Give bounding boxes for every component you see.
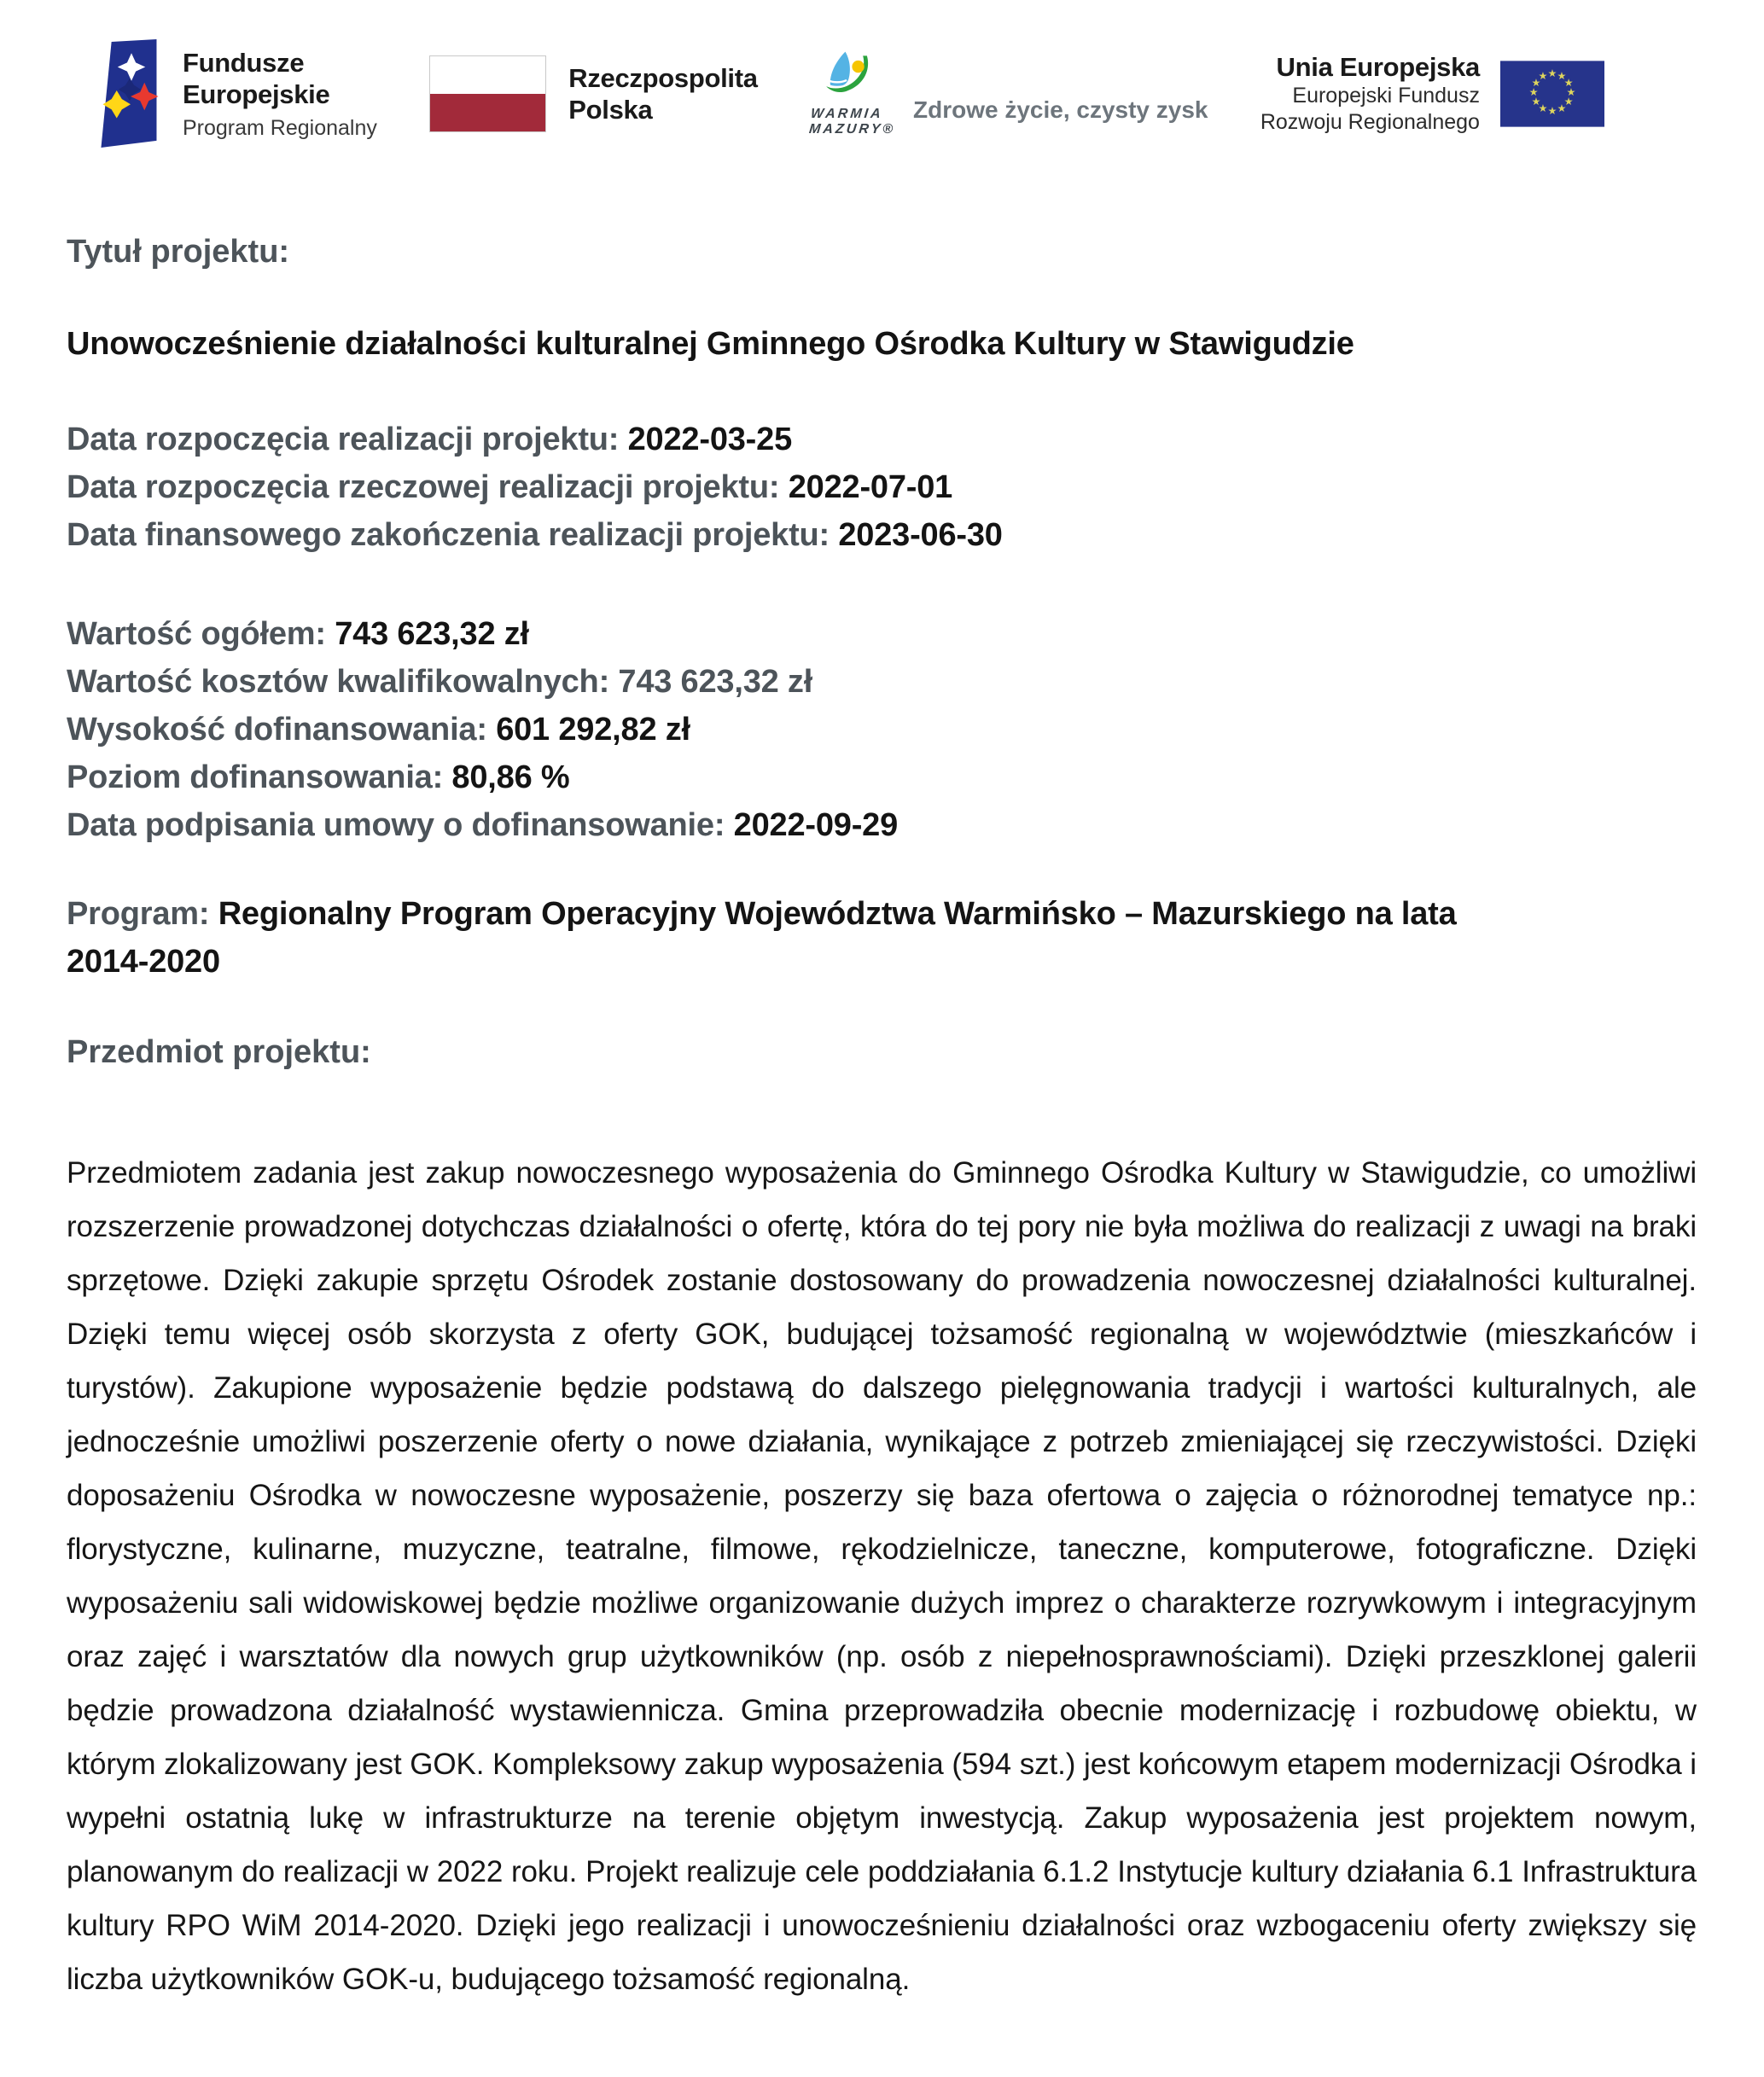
fundusze-title-line2: Europejskie (183, 79, 330, 109)
fundusze-subtitle: Program Regionalny (183, 115, 377, 140)
svg-text:★: ★ (1557, 102, 1567, 114)
date-label: Data rozpoczęcia realizacji projektu: (67, 422, 620, 457)
svg-text:★: ★ (1566, 85, 1576, 98)
rzeczpospolita-line1: Rzeczpospolita (568, 62, 758, 93)
finance-row-total-value (67, 610, 1697, 658)
finance-row-funding-level (67, 753, 1697, 801)
fundusze-text (183, 47, 377, 141)
fundusze-title (183, 47, 377, 110)
finance-value: 2022-09-29 (733, 807, 899, 843)
program-value: Regionalny Program Operacyjny Województwa Warmińsko – Mazurskiego na lata 2014-2020 (67, 896, 1457, 980)
rzeczpospolita-title (568, 62, 757, 125)
warmia-mazury-tagline: Zdrowe życie, czysty zysk (912, 96, 1208, 123)
logo-unia-europejska (1260, 52, 1604, 136)
project-description: Przedmiotem zadania jest zakup nowoczesnego wyposażenia do Gminnego Ośrodka Kultury w Stawigudzie, co umożliwi rozszerzenie prowadzonej dotychczas działalności o ofertę, która do tej pory nie była możliwa do realizacji z uwagi na braki sprzętowe. Dzięki zakupie sprzętu Ośrodek zostanie dostosowany do prowadzenia nowoczesnej działalności kulturalnej. Dzięki temu więcej osób skorzysta z oferty GOK, budującej tożsamość regionalną w województwie (mieszkańców i turystów). Zakupione wyposażenie będzie podstawą do dalszego pielęgnowania tradycji i wartości kulturalnych, ale jednocześnie umożliwi poszerzenie oferty o nowe działania, wynikające z potrzeb zmieniającej się rzeczywistości. Dzięki doposażeniu Ośrodka w nowoczesne wyposażenie, poszerzy się baza ofertowa o zajęcia o różnorodnej tematyce np.: florystyczne, kulinarne, muzyczne, teatralne, filmowe, rękodzielnicze, taneczne, komputerowe, fotograficzne. Dzięki wyposażeniu sali widowiskowej będzie możliwe organizowanie dużych imprez o charakterze rozrywkowym i integracyjnym oraz zajęć i warsztatów dla nowych grup użytkowników (np. osób z niepełnosprawnościami). Dzięki przeszklonej galerii będzie prowadzona działalność wystawiennicza. Gmina przeprowadziła obecnie modernizację i rozbudowę obiektu, w którym zlokalizowany jest GOK. Kompleksowy zakup wyposażenia (594 szt.) jest końcowym etapem modernizacji Ośrodka i wypełni ostatnią lukę w infrastrukturze na terenie objętym inwestycją. Zakup wyposażenia jest projektem nowym, planowanym do realizacji w 2022 roku. Projekt realizuje cele poddziałania 6.1.2 Instytucje kultury działania 6.1 Infrastruktura kultury RPO WiM 2014-2020. Dzięki jego realizacji i unowocześnieniu działalności oraz wzbogaceniu oferty zwiększy się liczba użytkowników GOK-u, budującego tożsamość regionalną. (67, 1156, 1697, 1996)
rzeczpospolita-line2: Polska (568, 94, 653, 125)
unia-line2: Europejski Fundusz (1292, 83, 1480, 108)
finance-value: 80,86 % (451, 759, 570, 795)
unia-line1: Unia Europejska (1276, 51, 1480, 82)
date-label: Data rozpoczęcia rzeczowej realizacji projektu: (67, 469, 780, 505)
svg-text:★: ★ (1531, 95, 1541, 108)
date-value: 2022-03-25 (627, 422, 793, 457)
fundusze-europejskie-flag-icon (101, 39, 160, 148)
document-content (67, 233, 1697, 2006)
date-row-start (67, 416, 1697, 463)
finance-row-funding-amount (67, 706, 1697, 753)
svg-text:★: ★ (1563, 76, 1574, 89)
fundusze-title-line1: Fundusze (183, 47, 305, 78)
subject-heading: Przedmiot projektu: (67, 1034, 371, 1070)
warmia-mazury-wordmark (808, 107, 898, 137)
svg-text:★: ★ (1538, 102, 1548, 114)
logo-rzeczpospolita-polska (429, 55, 757, 132)
finance-row-eligible-costs (67, 658, 1697, 706)
logo-warmia-mazury (810, 50, 1208, 137)
logo-fundusze-europejskie (101, 39, 377, 148)
finance-value: 601 292,82 zł (496, 712, 690, 748)
finance-label: Wartość kosztów kwalifikowalnych: (67, 664, 610, 700)
warmia-mazury-icon (818, 50, 889, 103)
finance-block (67, 610, 1697, 849)
program-label: Program: (67, 896, 210, 932)
date-value: 2023-06-30 (838, 517, 1003, 553)
finance-value: 743 623,32 zł (335, 616, 529, 652)
date-row-material-start (67, 463, 1697, 511)
svg-text:★: ★ (1531, 76, 1541, 89)
finance-label: Data podpisania umowy o dofinansowanie: (67, 807, 725, 843)
svg-text:★: ★ (1538, 69, 1548, 82)
svg-text:★: ★ (1547, 104, 1557, 117)
project-title-heading: Tytuł projektu: (67, 234, 290, 270)
warmia-wordmark-line2: MAZURY® (808, 121, 896, 137)
logo-strip (67, 36, 1697, 151)
warmia-mazury-mark (810, 50, 896, 137)
svg-text:★: ★ (1557, 69, 1567, 82)
unia-line3: Rozwoju Regionalnego (1260, 109, 1480, 134)
date-value: 2022-07-01 (788, 469, 953, 505)
poland-flag-icon (429, 55, 546, 132)
finance-label: Poziom dofinansowania: (67, 759, 444, 795)
eu-flag-icon (1500, 55, 1604, 132)
finance-value: 743 623,32 zł (618, 664, 813, 700)
dates-block (67, 416, 1697, 559)
date-label: Data finansowego zakończenia realizacji projektu: (67, 517, 830, 553)
program-line (67, 890, 1500, 986)
project-title: Unowocześnienie działalności kulturalnej Gminnego Ośrodka Kultury w Stawigudzie (67, 326, 1354, 362)
finance-label: Wartość ogółem: (67, 616, 326, 652)
svg-text:★: ★ (1547, 67, 1557, 79)
date-row-financial-end (67, 511, 1697, 559)
finance-row-agreement-date (67, 801, 1697, 849)
unia-europejska-text (1260, 52, 1480, 136)
svg-text:★: ★ (1528, 85, 1539, 98)
svg-text:★: ★ (1563, 95, 1574, 108)
finance-label: Wysokość dofinansowania: (67, 712, 487, 748)
warmia-wordmark-line1: WARMIA (810, 106, 884, 121)
